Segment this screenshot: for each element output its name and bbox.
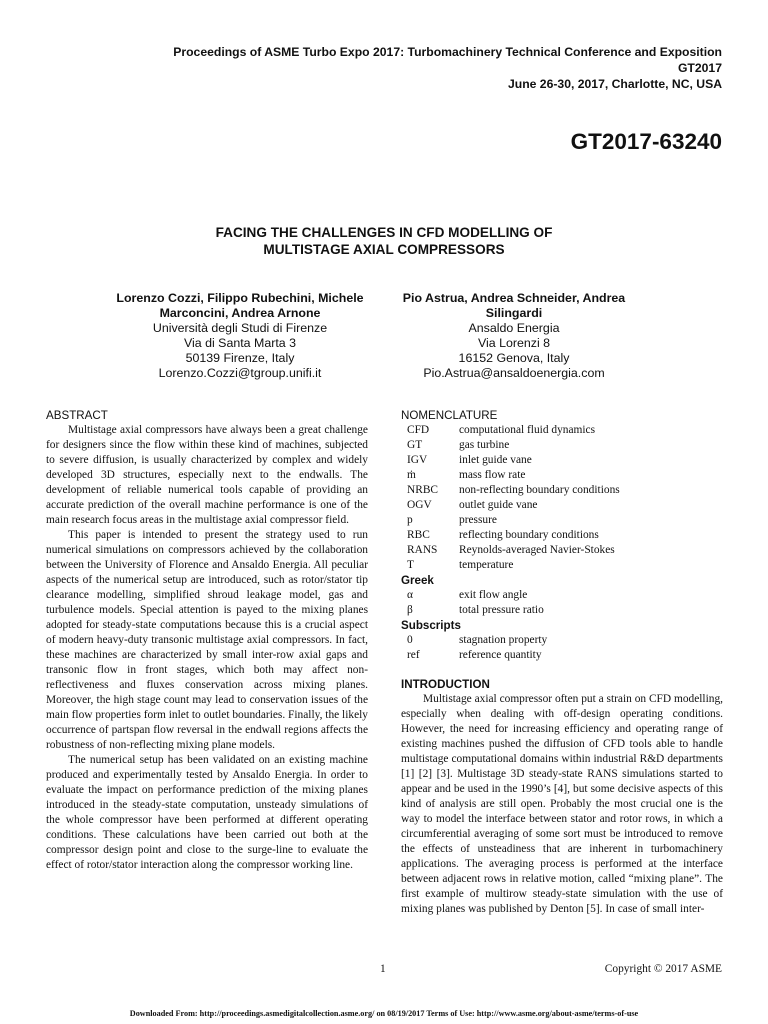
author-names-line-1: Lorenzo Cozzi, Filippo Rubechini, Michele	[116, 291, 364, 305]
nomenclature-symbol: α	[407, 589, 413, 601]
author-block-left	[95, 291, 385, 381]
nomenclature-definition: stagnation property	[459, 634, 548, 646]
nomenclature-symbol: T	[407, 559, 414, 571]
nomenclature-row	[401, 498, 723, 513]
nomenclature-definition: temperature	[459, 559, 514, 571]
nomenclature-definition: inlet guide vane	[459, 454, 532, 466]
author-city: 16152 Genova, Italy	[458, 351, 570, 365]
nomenclature-row	[401, 648, 723, 663]
left-column	[46, 408, 368, 873]
title-line-1: FACING THE CHALLENGES IN CFD MODELLING OF	[215, 225, 553, 240]
nomenclature-definition: non-reflecting boundary conditions	[459, 484, 620, 496]
author-affiliation: Università degli Studi di Firenze	[152, 321, 328, 335]
nomenclature-row	[401, 453, 723, 468]
nomenclature-symbol: IGV	[407, 454, 428, 466]
nomenclature-definition: reference quantity	[459, 649, 542, 661]
author-names-line-2: Silingardi	[485, 306, 543, 320]
author-email: Pio.Astrua@ansaldoenergia.com	[423, 366, 605, 380]
nomenclature-symbol: β	[407, 604, 413, 616]
author-city: 50139 Firenze, Italy	[185, 351, 295, 365]
nomenclature-heading: NOMENCLATURE	[401, 409, 498, 422]
page-number: 1	[380, 963, 386, 975]
nomenclature-row	[401, 633, 723, 648]
nomenclature-symbol: OGV	[407, 499, 432, 511]
introduction-paragraph: Multistage axial compressor often put a strain on CFD modelling, especially when dealing with off-design operating conditions. However, the need for increasing efficiency and operating range of existing machines pushed the diffusion of CFD tools able to handle multistage computational domains within industrial R&D departments [1] [2] [3]. Multistage 3D steady-state RANS simulations started to appear and be used in the 1990’s [4], but some decisive aspects of this kind of analysis are still open. Probably the most crucial one is the way to model the interface between stator and rotor rows, in which a circumferential averaging of some sort must be introduced to remove the effects of unsteadiness that are inherent in turbomachinery applications. The averaging process is performed at the interface between adjacent rows in relative motion, called “mixing plane”. The first example of multirow steady-state simulation with the use of mixing planes was published by Denton [5]. In case of small inter-	[401, 693, 723, 915]
right-column	[401, 408, 723, 917]
nomenclature-row	[401, 543, 723, 558]
nomenclature-definition: mass flow rate	[459, 469, 526, 481]
author-email: Lorenzo.Cozzi@tgroup.unifi.it	[158, 366, 322, 380]
nomenclature-row	[401, 483, 723, 498]
abstract-paragraph: This paper is intended to present the strategy used to run numerical simulations on compressors achieved by the collaboration between the University of Florence and Ansaldo Energia. All peculiar aspects of the numerical setup are introduced, such as rotor/stator tip clearance modelling, simplified shroud leakage model, gas and turbulence models. Special attention is payed to the mixing planes adopted for steady-state computations because this is a crucial aspect of modern heavy-duty transonic multistage axial compressors. In fact, these machines are characterized by small inter-row axial gaps and transonic flow in front stages, which both may affect non-reflectiveness and fluxes conservation across mixing planes. Moreover, the high stage count may lead to conservation issues of the main flow properties form inlet to outlet boundaries. Finally, the likely occurrence of partspan flow reversal in the endwall regions affects the robustness of non-reflecting mixing plane models.	[46, 529, 368, 751]
nomenclature-row	[401, 588, 723, 603]
nomenclature-symbol: ref	[407, 649, 420, 661]
nomenclature-definition: pressure	[459, 514, 497, 526]
author-names-line-1: Pio Astrua, Andrea Schneider, Andrea	[402, 291, 626, 305]
nomenclature-symbol: NRBC	[407, 484, 439, 496]
nomenclature-row	[401, 528, 723, 543]
nomenclature-row	[401, 438, 723, 453]
abstract-paragraph: The numerical setup has been validated on an existing machine produced and experimentally tested by Ansaldo Energia. In order to evaluate the impact on performance prediction of the mixing planes introduced in the steady-state computation, unsteady simulations of the whole compressor have been performed at different operating conditions. These calculations have been carried out both at the compressor design point and close to the surge-line to evaluate the effect of rotor/stator interaction along the compressor working line.	[46, 754, 368, 871]
nomenclature-definition: exit flow angle	[459, 589, 528, 601]
nomenclature-definition: reflecting boundary conditions	[459, 529, 599, 541]
copyright-notice: Copyright © 2017 ASME	[604, 963, 722, 975]
nomenclature-symbol: ṁ	[407, 469, 416, 481]
nomenclature-definition: outlet guide vane	[459, 499, 538, 511]
nomenclature-symbol: 0	[407, 634, 413, 646]
title-line-2: MULTISTAGE AXIAL COMPRESSORS	[263, 242, 505, 257]
nomenclature-definition: total pressure ratio	[459, 604, 544, 616]
proceedings-header	[102, 44, 722, 92]
download-footer: Downloaded From: http://proceedings.asmedigitalcollection.asme.org/ on 08/19/2017 Terms of Use: http://www.asme.org/about-asme/terms-of-use	[129, 1009, 639, 1018]
nomenclature-symbol: RANS	[407, 544, 438, 556]
author-street: Via di Santa Marta 3	[183, 336, 297, 350]
author-names-line-2: Marconcini, Andrea Arnone	[159, 306, 321, 320]
nomenclature-symbol: p	[407, 514, 413, 526]
introduction-heading: INTRODUCTION	[401, 678, 490, 691]
greek-heading: Greek	[401, 574, 434, 587]
paper-title	[0, 224, 768, 258]
paper-id: GT2017-63240	[570, 129, 722, 154]
conference-name: Proceedings of ASME Turbo Expo 2017: Turbomachinery Technical Conference and Exposition	[173, 45, 722, 59]
conference-code: GT2017	[677, 61, 722, 75]
author-block-right	[369, 291, 659, 381]
nomenclature-row	[401, 558, 723, 573]
nomenclature-row	[401, 468, 723, 483]
subscripts-heading: Subscripts	[401, 619, 461, 632]
conference-date-location: June 26-30, 2017, Charlotte, NC, USA	[507, 77, 722, 91]
abstract-paragraph: Multistage axial compressors have always been a great challenge for designers since the flow within these kind of machines, subjected to severe diffusion, is usually characterized by complex and widely developed 3D structures, especially next to the endwalls. The development of reliable numerical tools capable of providing an accurate prediction of the overall machine performance is one of the main research focus areas in the multistage axial compressor field.	[46, 424, 368, 526]
nomenclature-definition: gas turbine	[459, 439, 510, 451]
abstract-heading: ABSTRACT	[46, 409, 108, 422]
nomenclature-row	[401, 513, 723, 528]
nomenclature-symbol: GT	[407, 439, 423, 451]
nomenclature-symbol: CFD	[407, 424, 430, 436]
author-affiliation: Ansaldo Energia	[468, 321, 560, 335]
nomenclature-definition: computational fluid dynamics	[459, 424, 596, 436]
nomenclature-row	[401, 603, 723, 618]
nomenclature-row	[401, 423, 723, 438]
author-street: Via Lorenzi 8	[477, 336, 551, 350]
nomenclature-definition: Reynolds-averaged Navier-Stokes	[459, 544, 615, 556]
nomenclature-symbol: RBC	[407, 529, 430, 541]
